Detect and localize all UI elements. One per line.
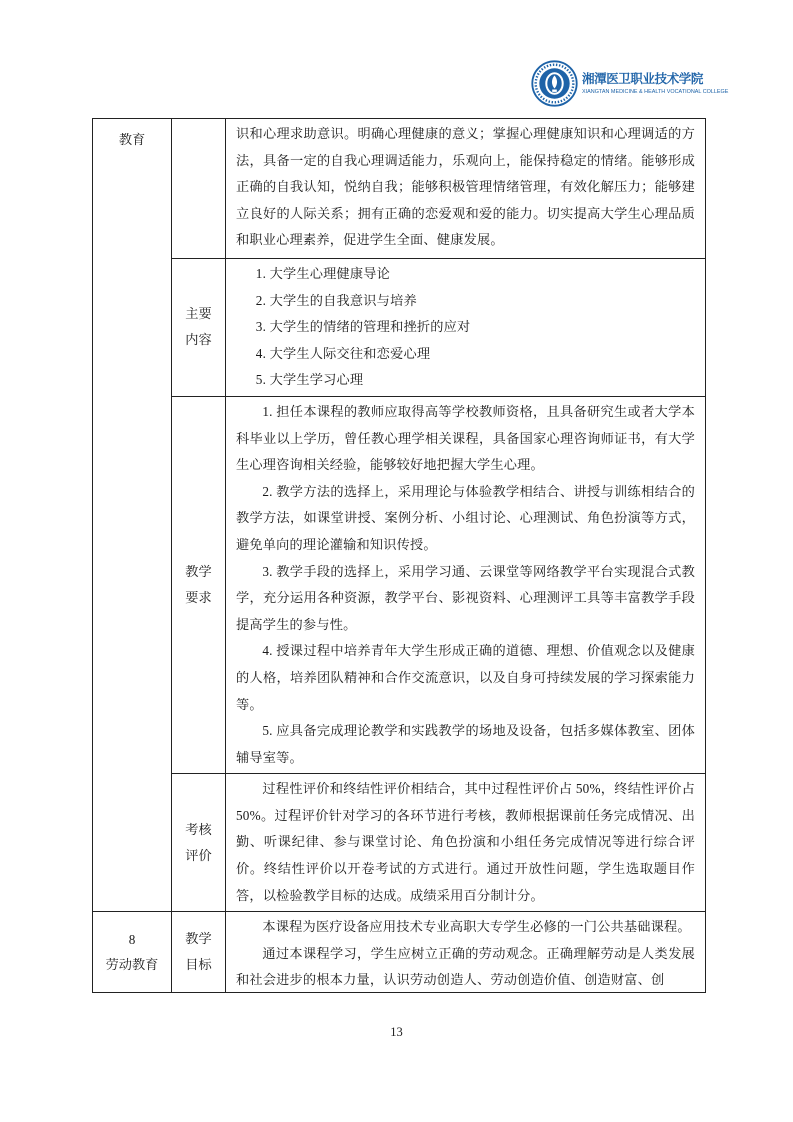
labor-goal-clip	[236, 914, 695, 990]
content-item: 5. 大学生学习心理	[255, 372, 364, 388]
page-number: 13	[390, 1025, 403, 1039]
goal-continuation-cell	[226, 119, 706, 259]
requirement-paragraph: 5. 应具备完成理论教学和实践教学的场地及设备，包括多媒体教室、团体辅导室等。	[236, 723, 695, 765]
category-cell-education	[93, 119, 172, 912]
college-name-en: XIANGTAN MEDICINE & HEALTH VOCATIONAL COLLEGE	[582, 87, 729, 95]
requirement-paragraph: 4. 授课过程中培养青年大学生形成正确的道德、理想、价值观念以及健康的人格，培养团队精神和合作交流意识，以及自身可持续发展的学习探索能力等。	[236, 643, 695, 712]
teaching-requirements-cell	[226, 396, 706, 773]
college-logo	[531, 60, 793, 107]
college-emblem-icon	[531, 60, 578, 107]
label-cell-teaching-requirements	[172, 396, 226, 773]
assessment-text: 过程性评价和终结性评价相结合，其中过程性评价占 50%，终结性评价占 50%。过程评价针对学习的各环节进行考核，教师根据课前任务完成情况、出勤、听课纪律、参与课堂讨论、角色扮演和小组任务完成情况等进行综合评价。终结性评价以开卷考试的方式进行。通过开放性问题，学生选取题目作答，以检验教学目标的达成。成绩采用百分制计分。	[236, 781, 695, 903]
requirement-paragraph: 1. 担任本课程的教师应取得高等学校教师资格，且具备研究生或者大学本科毕业以上学历，曾任教心理学相关课程，具备国家心理咨询师证书，有大学生心理咨询相关经验，能够较好地把握大学生心理。	[236, 403, 695, 473]
table-row	[93, 259, 706, 397]
section-number: 8	[128, 932, 136, 948]
table-row	[93, 912, 706, 993]
content-item: 1. 大学生心理健康导论	[255, 266, 391, 281]
content-item: 3. 大学生的情绪的管理和挫折的应对	[255, 319, 471, 335]
main-content-cell	[226, 259, 706, 397]
assessment-cell	[226, 774, 706, 912]
label-cell-teaching-goal	[172, 912, 226, 993]
requirement-paragraph: 3. 教学手段的选择上，采用学习通、云课堂等网络教学平台实现混合式教学，充分运用各种资源，教学平台、影视资料、心理测评工具等丰富教学手段提高学生的参与性。	[236, 563, 695, 632]
college-logo-text	[582, 72, 793, 96]
content-item: 4. 大学生人际交往和恋爱心理	[255, 345, 431, 361]
teaching-requirements-label: 教学要求	[185, 564, 212, 606]
table-row	[93, 396, 706, 773]
teaching-goal-label: 教学目标	[185, 931, 212, 973]
content-item: 2. 大学生的自我意识与培养	[255, 292, 417, 308]
table-row	[93, 119, 706, 259]
labor-goal-paragraph: 通过本课程学习，学生应树立正确的劳动观念。正确理解劳动是人类发展和社会进步的根本力量，认识劳动创造人、劳动创造价值、创造财富、创	[236, 945, 695, 988]
label-cell-main-content	[172, 259, 226, 397]
labor-goal-paragraph: 本课程为医疗设备应用技术专业高职大专学生必修的一门公共基础课程。	[262, 919, 691, 935]
assessment-label: 考核评价	[185, 821, 212, 863]
section-category: 劳动教育	[105, 957, 159, 973]
labor-goal-cell	[226, 912, 706, 993]
main-content-label: 主要内容	[185, 306, 212, 348]
college-name-zh: 湘潭医卫职业技术学院	[582, 71, 704, 86]
course-outline-table	[92, 118, 706, 993]
label-cell-empty	[172, 119, 226, 259]
goal-continuation-text: 识和心理求助意识。明确心理健康的意义；掌握心理健康知识和心理调适的方法，具备一定的自我心理调适能力，乐观向上，能保持稳定的情绪。能够形成正确的自我认知，悦纳自我；能够积极管理情绪管理，有效化解压力；能够建立良好的人际关系；拥有正确的恋爱观和爱的能力。切实提高大学生心理品质和职业心理素养，促进学生全面、健康发展。	[236, 126, 695, 248]
label-cell-assessment	[172, 774, 226, 912]
category-label: 教育	[118, 132, 146, 147]
requirement-paragraph: 2. 教学方法的选择上，采用理论与体验教学相结合、讲授与训练相结合的教学方法，如课堂讲授、案例分析、小组讨论、心理测试、角色扮演等方式，避免单向的理论灌输和知识传授。	[236, 483, 695, 552]
table-row	[93, 774, 706, 912]
category-cell-labor-education	[93, 912, 172, 993]
